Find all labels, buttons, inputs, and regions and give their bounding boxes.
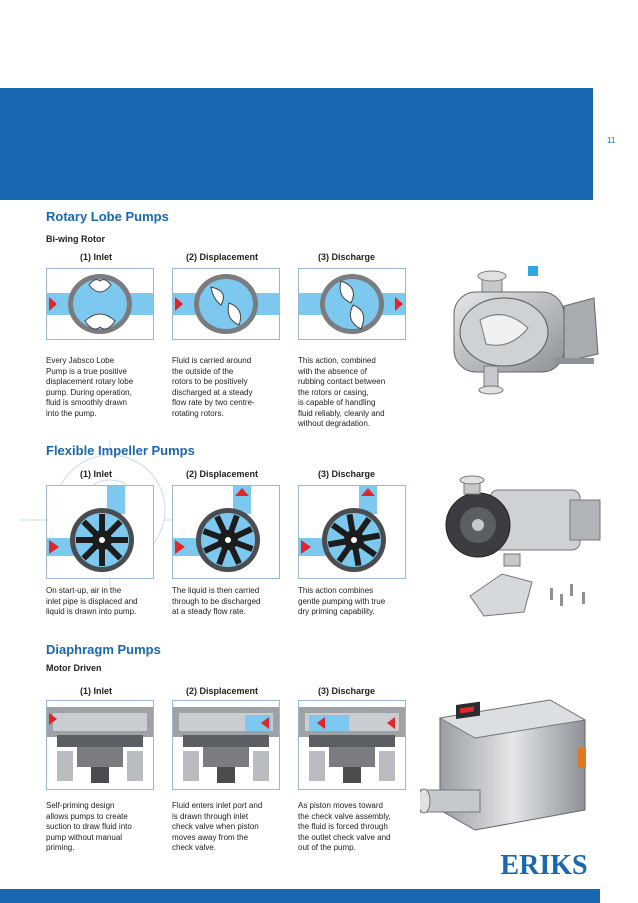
header-banner bbox=[0, 88, 593, 200]
diaphragm-inlet-description: Self-priming design allows pumps to create suction to draw fluid into pump without manual priming. bbox=[46, 801, 132, 852]
footer-bar bbox=[0, 889, 600, 903]
impeller-inlet-description: On start-up, air in the inlet pipe is displaced and liquid is drawn into pump. bbox=[46, 586, 138, 616]
diaphragm-inlet-diagram bbox=[46, 700, 154, 790]
section-title-lobe: Rotary Lobe Pumps bbox=[46, 209, 169, 224]
diaphragm-step-displacement: (2) Displacement bbox=[186, 686, 259, 696]
diaphragm-discharge-diagram bbox=[298, 700, 406, 790]
impeller-displacement-description: The liquid is then carried through to be discharged at a steady flow rate. bbox=[172, 586, 261, 616]
impeller-discharge-diagram bbox=[298, 485, 406, 579]
section-title-impeller: Flexible Impeller Pumps bbox=[46, 443, 195, 458]
lobe-discharge-diagram bbox=[298, 268, 406, 340]
lobe-inlet-diagram bbox=[46, 268, 154, 340]
section-subtitle-diaphragm: Motor Driven bbox=[46, 663, 102, 673]
impeller-inlet-diagram bbox=[46, 485, 154, 579]
section-subtitle-lobe: Bi-wing Rotor bbox=[46, 234, 105, 244]
diaphragm-step-discharge: (3) Discharge bbox=[318, 686, 376, 696]
lobe-inlet-description: Every Jabsco Lobe Pump is a true positive displacement rotary lobe pump. During operation, fluid is smoothly drawn into the pump. bbox=[46, 356, 134, 418]
diaphragm-displacement-description: Fluid enters inlet port and is drawn through inlet check valve when piston moves away from the check valve. bbox=[172, 801, 263, 852]
impeller-pump-photo bbox=[420, 470, 610, 630]
eriks-logo bbox=[498, 847, 590, 881]
impeller-displacement-diagram bbox=[172, 485, 280, 579]
diaphragm-discharge-description: As piston moves toward the check valve assembly, the fluid is forced through the outlet check valve and out of the pump. bbox=[298, 801, 391, 852]
impeller-step-inlet: (1) Inlet bbox=[80, 469, 113, 479]
lobe-pump-photo bbox=[424, 258, 604, 398]
lobe-displacement-description: Fluid is carried around the outside of the rotors to be positively discharged at a steady flow rate by two centre- rotating rotors. bbox=[172, 356, 255, 418]
page-number: 11 bbox=[607, 136, 616, 145]
impeller-step-discharge: (3) Discharge bbox=[318, 469, 376, 479]
lobe-displacement-diagram bbox=[172, 268, 280, 340]
diaphragm-step-inlet: (1) Inlet bbox=[80, 686, 113, 696]
section-title-diaphragm: Diaphragm Pumps bbox=[46, 642, 161, 657]
lobe-step-discharge: (3) Discharge bbox=[318, 252, 376, 262]
lobe-step-inlet: (1) Inlet bbox=[80, 252, 113, 262]
lobe-step-displacement: (2) Displacement bbox=[186, 252, 259, 262]
lobe-discharge-description: This action, combined with the absence of rubbing contact between the rotors or casing, is capable of handling fluid reliably, cleanly and without degradation. bbox=[298, 356, 386, 428]
impeller-discharge-description: This action combines gentle pumping with true dry priming capability. bbox=[298, 586, 386, 616]
diaphragm-displacement-diagram bbox=[172, 700, 280, 790]
diaphragm-pump-photo bbox=[420, 700, 586, 830]
eriks-logo-text: ERIKS bbox=[500, 850, 588, 881]
impeller-step-displacement: (2) Displacement bbox=[186, 469, 259, 479]
